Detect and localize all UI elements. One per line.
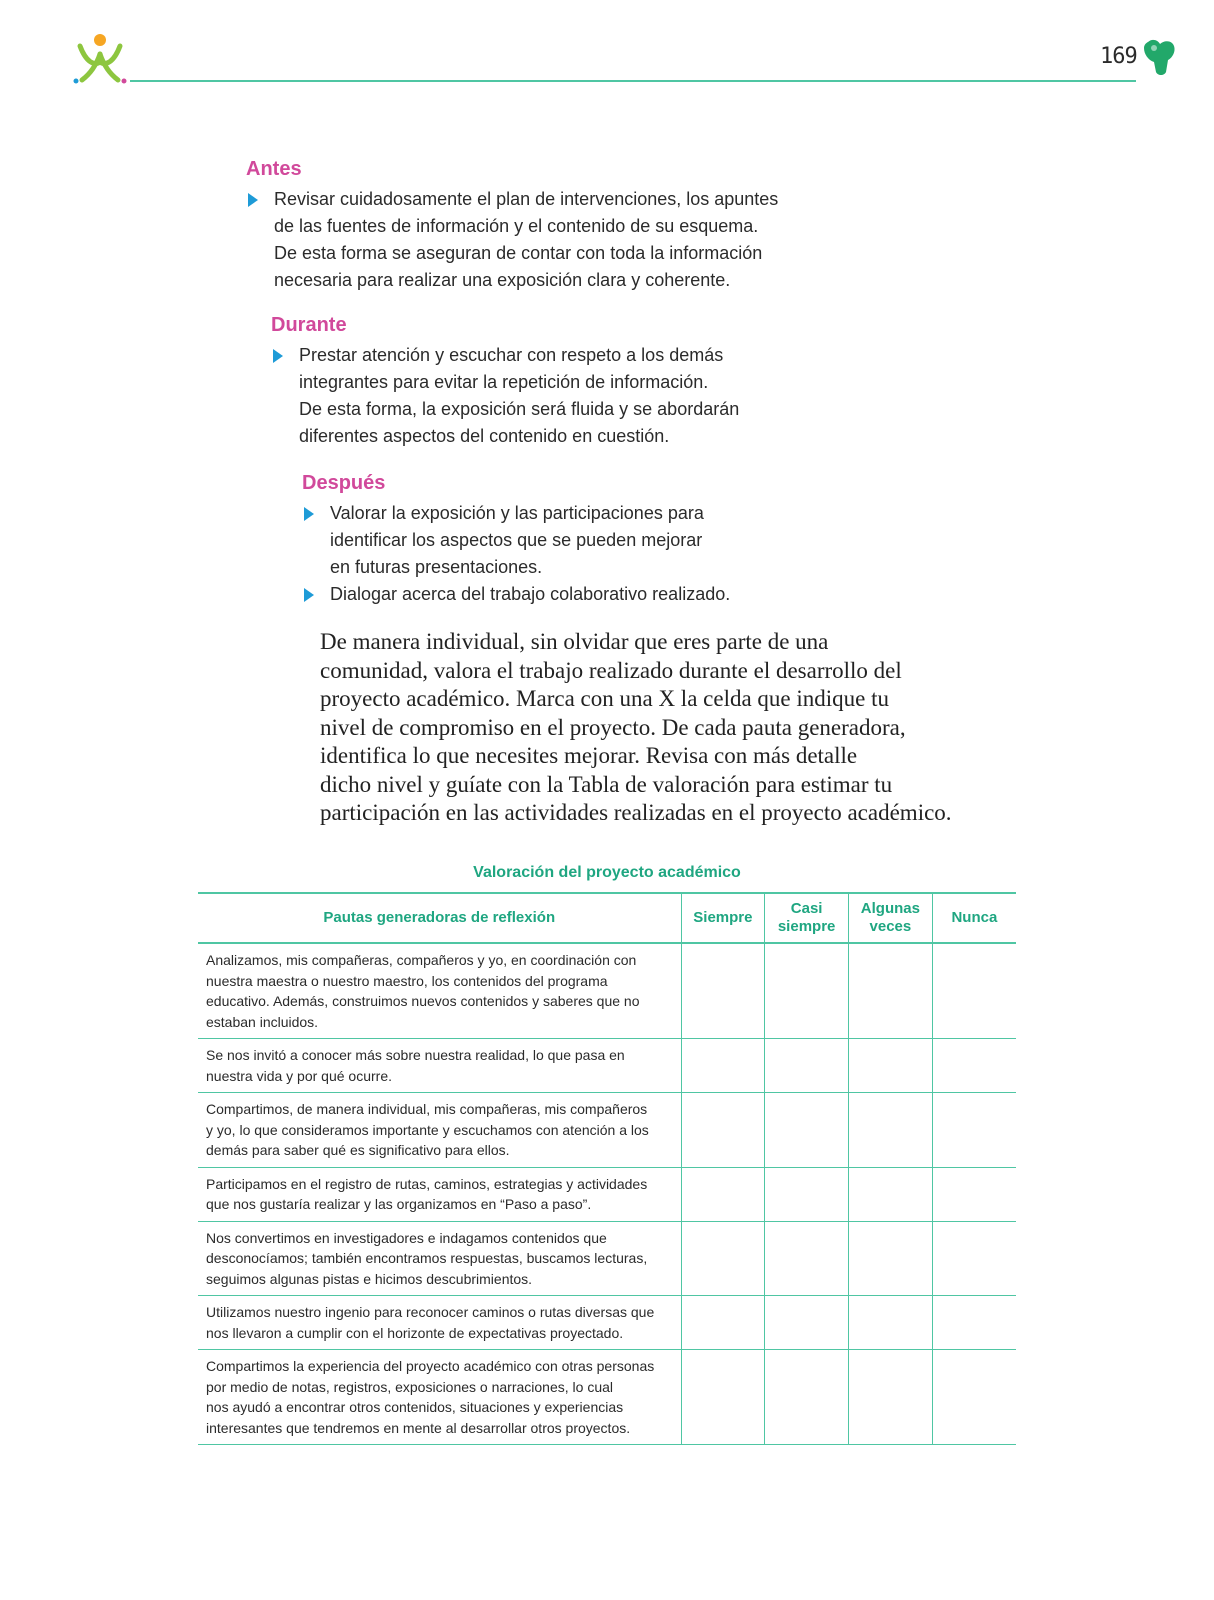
cell-algunas-veces[interactable] [849,1167,933,1221]
cell-siempre[interactable] [681,1167,765,1221]
header-nunca: Nunca [932,893,1016,943]
section-title: Durante [271,314,347,336]
table-header-row [198,893,1016,943]
cell-algunas-veces[interactable] [849,1093,933,1168]
cell-casi-siempre[interactable] [765,1039,849,1093]
pauta-text: Participamos en el registro de rutas, caminos, estrategias y actividades que nos gustaría realizar y las organizamos en “Paso a paso”. [198,1167,681,1221]
cell-nunca[interactable] [932,1350,1016,1445]
table-row [198,943,1016,1039]
table-row [198,1296,1016,1350]
dancing-figure-logo-icon [72,32,128,86]
bullet-arrow-icon [271,349,285,363]
cell-algunas-veces[interactable] [849,1221,933,1296]
header-siempre: Siempre [681,893,765,943]
green-figure-icon [1142,38,1176,76]
section-antes [246,156,778,294]
table-caption: Valoración del proyecto académico [473,864,741,881]
pauta-text: Compartimos, de manera individual, mis compañeras, mis compañeros y yo, lo que consideramos importante y escuchamos con atención a los demás para saber qué es significativo para ellos. [198,1093,681,1168]
header-rule [130,80,1136,82]
cell-casi-siempre[interactable] [765,1167,849,1221]
header-pautas: Pautas generadoras de reflexión [198,893,681,943]
bullet-item [302,500,730,581]
cell-siempre[interactable] [681,1296,765,1350]
header-algunas-veces: Algunas veces [849,893,933,943]
bullet-item [302,581,730,608]
bullet-text: Prestar atención y escuchar con respeto a los demás integrantes para evitar la repetición de información. De esta forma, la exposición será fluida y se abordarán diferentes aspectos del contenido en cuestión. [299,345,740,446]
table-row [198,1039,1016,1093]
cell-casi-siempre[interactable] [765,1221,849,1296]
cell-casi-siempre[interactable] [765,1296,849,1350]
bullet-text: Revisar cuidadosamente el plan de intervenciones, los apuntes de las fuentes de información y el contenido de su esquema. De esta forma se aseguran de contar con toda la información necesaria para realizar una exposición clara y coherente. [274,189,779,290]
cell-siempre[interactable] [681,1039,765,1093]
bullet-item [246,186,778,294]
section-durante [271,312,739,450]
cell-nunca[interactable] [932,1296,1016,1350]
section-despues [302,470,730,608]
cell-siempre[interactable] [681,1221,765,1296]
cell-algunas-veces[interactable] [849,1039,933,1093]
table-row [198,1167,1016,1221]
cell-algunas-veces[interactable] [849,1350,933,1445]
cell-nunca[interactable] [932,1167,1016,1221]
header-casi-siempre: Casi siempre [765,893,849,943]
bullet-arrow-icon [246,193,260,207]
cell-algunas-veces[interactable] [849,943,933,1039]
table-row [198,1221,1016,1296]
cell-casi-siempre[interactable] [765,1093,849,1168]
cell-nunca[interactable] [932,943,1016,1039]
bullet-text: Dialogar acerca del trabajo colaborativo realizado. [330,584,731,604]
bullet-arrow-icon [302,507,316,521]
cell-siempre[interactable] [681,943,765,1039]
valoracion-table [198,892,1016,1445]
cell-nunca[interactable] [932,1039,1016,1093]
bullet-item [271,342,739,450]
cell-nunca[interactable] [932,1093,1016,1168]
cell-algunas-veces[interactable] [849,1296,933,1350]
cell-casi-siempre[interactable] [765,1350,849,1445]
section-title: Antes [246,158,302,180]
table-row [198,1350,1016,1445]
bullet-text: Valorar la exposición y las participaciones para identificar los aspectos que se pueden mejorar en futuras presentaciones. [330,503,704,577]
table-row [198,1093,1016,1168]
pauta-text: Compartimos la experiencia del proyecto académico con otras personas por medio de notas, registros, exposiciones o narraciones, lo cual nos ayudó a encontrar otros contenidos, situaciones y experiencias interesantes que tendremos en mente al desarrollar otros proyectos. [198,1350,681,1445]
pauta-text: Utilizamos nuestro ingenio para reconocer caminos o rutas diversas que nos llevaron a cumplir con el horizonte de expectativas proyectado. [198,1296,681,1350]
cell-nunca[interactable] [932,1221,1016,1296]
cell-siempre[interactable] [681,1350,765,1445]
pauta-text: Nos convertimos en investigadores e indagamos contenidos que desconocíamos; también encontramos respuestas, buscamos lecturas, seguimos algunas pistas e hicimos descubrimientos. [198,1221,681,1296]
bullet-arrow-icon [302,588,316,602]
pauta-text: Se nos invitó a conocer más sobre nuestra realidad, lo que pasa en nuestra vida y por qué ocurre. [198,1039,681,1093]
page-number: 169 [1100,44,1137,69]
section-title: Después [302,472,386,494]
cell-siempre[interactable] [681,1093,765,1168]
pauta-text: Analizamos, mis compañeras, compañeros y yo, en coordinación con nuestra maestra o nuestro maestro, los contenidos del programa educativo. Además, construimos nuevos contenidos y saberes que no estaban incluidos. [198,943,681,1039]
cell-casi-siempre[interactable] [765,943,849,1039]
intro-paragraph: De manera individual, sin olvidar que eres parte de una comunidad, valora el trabajo realizado durante el desarrollo del proyecto académico. Marca con una X la celda que indique tu nivel de compromiso en el proyecto. De cada pauta generadora, identifica lo que necesites mejorar. Revisa con más detalle dicho nivel y guíate con la Tabla de valoración para estimar tu participación en las actividades realizadas en el proyecto académico. [320,629,952,825]
